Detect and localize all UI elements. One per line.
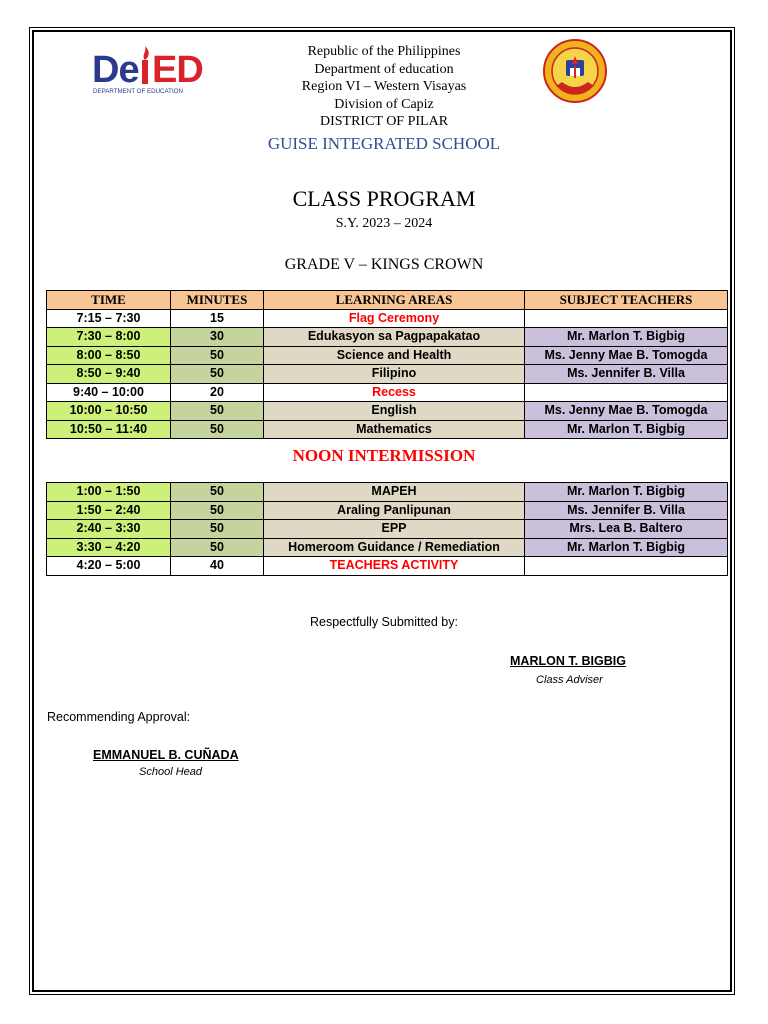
- teacher-cell: Mr. Marlon T. Bigbig: [525, 328, 728, 347]
- header-time: TIME: [47, 291, 171, 310]
- area-cell: English: [264, 402, 525, 421]
- teacher-cell: Mr. Marlon T. Bigbig: [525, 483, 728, 502]
- grade-section: GRADE V – KINGS CROWN: [284, 256, 484, 273]
- minutes-cell: 30: [171, 328, 264, 347]
- minutes-cell: 50: [171, 520, 264, 539]
- minutes-cell: 50: [171, 538, 264, 557]
- time-cell: 2:40 – 3:30: [47, 520, 171, 539]
- head-block: [93, 748, 239, 778]
- table-row: [47, 383, 728, 402]
- table-row: [47, 328, 728, 347]
- teacher-cell: Ms. Jennifer B. Villa: [525, 501, 728, 520]
- time-cell: 4:20 – 5:00: [47, 557, 171, 576]
- teacher-cell: [525, 309, 728, 328]
- header-line: Department of education: [314, 61, 454, 77]
- table-row: [47, 501, 728, 520]
- minutes-cell: 50: [171, 483, 264, 502]
- area-cell: Science and Health: [264, 346, 525, 365]
- minutes-cell: 15: [171, 309, 264, 328]
- header-block: [0, 43, 768, 154]
- deped-sub-text: DEPARTMENT OF EDUCATION: [93, 88, 183, 95]
- teacher-cell: Mrs. Lea B. Baltero: [525, 520, 728, 539]
- minutes-cell: 20: [171, 383, 264, 402]
- header-line: DISTRICT OF PILAR: [319, 114, 449, 129]
- area-cell: Flag Ceremony: [264, 309, 525, 328]
- area-cell: Homeroom Guidance / Remediation: [264, 538, 525, 557]
- time-cell: 1:50 – 2:40: [47, 501, 171, 520]
- head-role: School Head: [139, 766, 202, 778]
- table-header-row: [47, 291, 728, 310]
- time-cell: 10:50 – 11:40: [47, 420, 171, 439]
- head-name: EMMANUEL B. CUÑADA: [93, 748, 239, 762]
- minutes-cell: 50: [171, 402, 264, 421]
- table-row: [47, 365, 728, 384]
- minutes-cell: 50: [171, 365, 264, 384]
- time-cell: 10:00 – 10:50: [47, 402, 171, 421]
- adviser-role: Class Adviser: [536, 674, 603, 686]
- table-row: [47, 483, 728, 502]
- teacher-cell: Ms. Jenny Mae B. Tomogda: [525, 346, 728, 365]
- time-cell: 3:30 – 4:20: [47, 538, 171, 557]
- table-row: [47, 538, 728, 557]
- schedule-table-morning: [46, 290, 728, 439]
- noon-intermission: NOON INTERMISSION: [292, 446, 476, 465]
- table-row: [47, 309, 728, 328]
- teacher-cell: [525, 383, 728, 402]
- area-cell: EPP: [264, 520, 525, 539]
- area-cell: TEACHERS ACTIVITY: [264, 557, 525, 576]
- time-cell: 7:30 – 8:00: [47, 328, 171, 347]
- header-line: Region VI – Western Visayas: [301, 79, 467, 94]
- minutes-cell: 50: [171, 420, 264, 439]
- minutes-cell: 40: [171, 557, 264, 576]
- table-row: [47, 402, 728, 421]
- header-learning-areas: LEARNING AREAS: [264, 291, 525, 310]
- teacher-cell: Mr. Marlon T. Bigbig: [525, 420, 728, 439]
- table-row: [47, 557, 728, 576]
- school-year: S.Y. 2023 – 2024: [335, 216, 433, 231]
- time-cell: 9:40 – 10:00: [47, 383, 171, 402]
- svg-text:ED: ED: [152, 49, 203, 91]
- teacher-cell: Ms. Jenny Mae B. Tomogda: [525, 402, 728, 421]
- minutes-cell: 50: [171, 346, 264, 365]
- teacher-cell: [525, 557, 728, 576]
- school-name: GUISE INTEGRATED SCHOOL: [267, 133, 501, 153]
- svg-text:De: De: [92, 49, 139, 91]
- header-line: Division of Capiz: [334, 96, 434, 112]
- teacher-cell: Mr. Marlon T. Bigbig: [525, 538, 728, 557]
- area-cell: MAPEH: [264, 483, 525, 502]
- header-line: Republic of the Philippines: [307, 44, 461, 59]
- time-cell: 8:50 – 9:40: [47, 365, 171, 384]
- schedule-table-afternoon: [46, 482, 728, 576]
- document-title: CLASS PROGRAM: [292, 186, 476, 211]
- area-cell: Edukasyon sa Pagpapakatao: [264, 328, 525, 347]
- area-cell: Mathematics: [264, 420, 525, 439]
- header-subject-teachers: SUBJECT TEACHERS: [525, 291, 728, 310]
- time-cell: 8:00 – 8:50: [47, 346, 171, 365]
- table-row: [47, 420, 728, 439]
- area-cell: Filipino: [264, 365, 525, 384]
- submitted-label: Respectfully Submitted by:: [310, 615, 458, 629]
- minutes-cell: 50: [171, 501, 264, 520]
- adviser-name: MARLON T. BIGBIG: [510, 654, 626, 668]
- header-minutes: MINUTES: [171, 291, 264, 310]
- area-cell: Araling Panlipunan: [264, 501, 525, 520]
- table-row: [47, 520, 728, 539]
- adviser-block: [510, 654, 626, 686]
- recommending-label: Recommending Approval:: [47, 710, 191, 724]
- time-cell: 7:15 – 7:30: [47, 309, 171, 328]
- time-cell: 1:00 – 1:50: [47, 483, 171, 502]
- table-row: [47, 346, 728, 365]
- area-cell: Recess: [264, 383, 525, 402]
- teacher-cell: Ms. Jennifer B. Villa: [525, 365, 728, 384]
